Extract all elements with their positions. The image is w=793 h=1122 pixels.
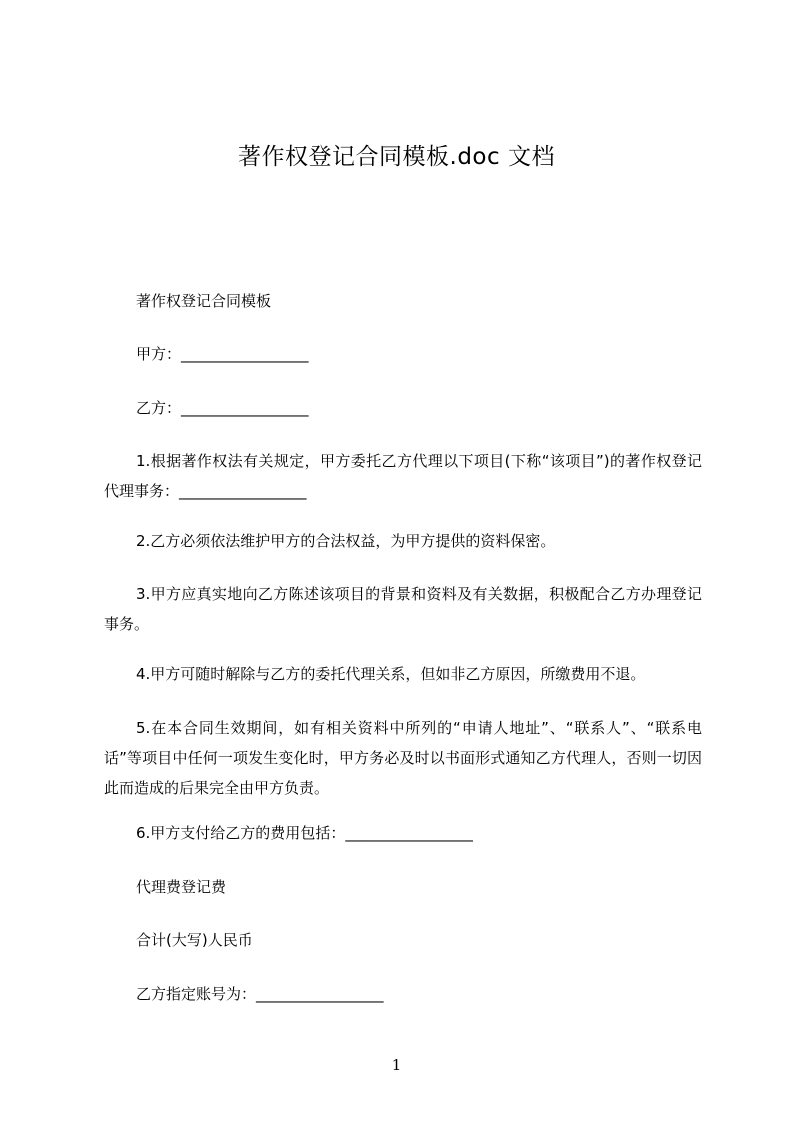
clause-6: 6.甲方支付给乙方的费用包括：_________________ bbox=[136, 824, 473, 842]
party-b-line: 乙方：_________________ bbox=[136, 399, 309, 417]
clause-2: 2.乙方必须依法维护甲方的合法权益，为甲方提供的资料保密。 bbox=[136, 532, 556, 550]
contract-heading: 著作权登记合同模板 bbox=[136, 292, 272, 310]
clause-4: 4.甲方可随时解除与乙方的委托代理关系，但如非乙方原因，所缴费用不退。 bbox=[136, 665, 646, 683]
page-number: 1 bbox=[391, 1056, 402, 1074]
clause-5: 5.在本合同生效期间，如有相关资料中所列的“申请人地址”、“联系人”、“联系电话”等项目中任何一项发生变化时，甲方务必及时以书面形式通知乙方代理人，否则一切因此而造成的后果完全由甲方负责。 bbox=[104, 719, 702, 797]
document-title: 著作权登记合同模板.doc 文档 bbox=[238, 144, 555, 170]
party-a-line: 甲方：_________________ bbox=[136, 345, 309, 363]
clause-3: 3.甲方应真实地向乙方陈述该项目的背景和资料及有关数据，积极配合乙方办理登记事务。 bbox=[104, 585, 702, 633]
total-amount-line: 合计(大写)人民币 bbox=[136, 931, 253, 949]
account-line: 乙方指定账号为：_________________ bbox=[136, 985, 384, 1003]
clause-1: 1.根据著作权法有关规定，甲方委托乙方代理以下项目(下称“该项目”)的著作权登记代理事务：_________________ bbox=[104, 452, 702, 500]
fee-items: 代理费登记费 bbox=[136, 878, 227, 896]
